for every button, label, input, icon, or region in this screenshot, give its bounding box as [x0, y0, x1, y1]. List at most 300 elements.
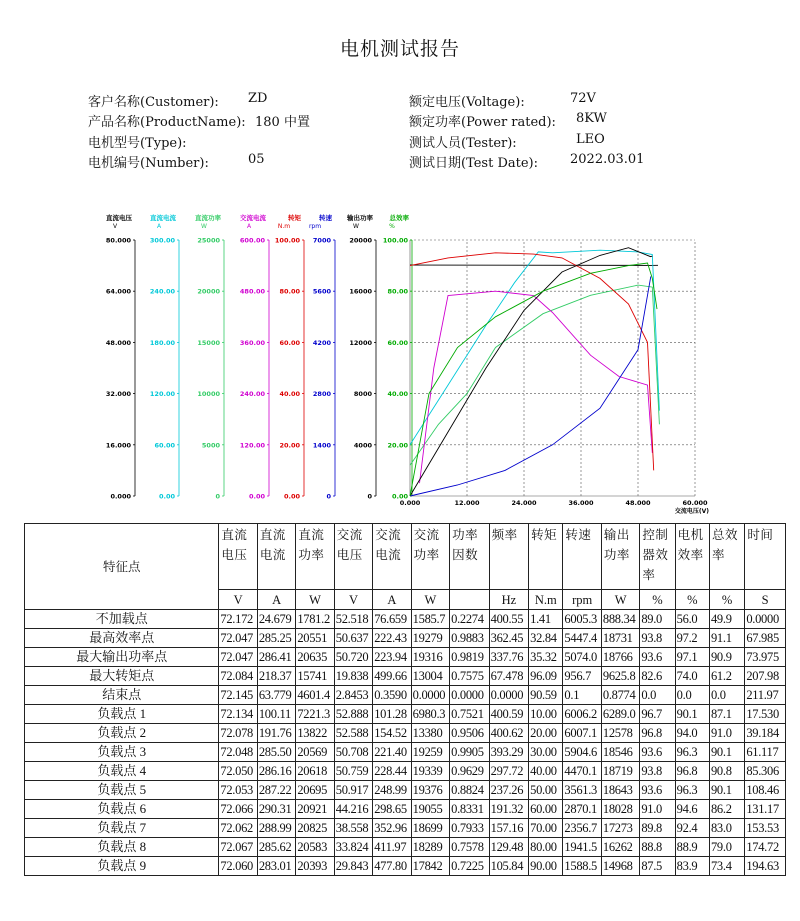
table-cell: 73.975: [745, 648, 786, 667]
series-line: [410, 248, 652, 496]
table-cell: 221.40: [373, 743, 411, 762]
row-label: 最高效率点: [25, 629, 219, 648]
table-cell: 19259: [411, 743, 449, 762]
tester-label: 测试人员(Tester):: [409, 136, 517, 151]
table-cell: 73.4: [709, 857, 744, 876]
table-cell: 218.37: [257, 667, 295, 686]
axis-tick-label: 7000: [312, 236, 331, 245]
table-cell: 1585.7: [411, 610, 449, 629]
series-line: [410, 253, 654, 471]
x-tick-label: 12.000: [454, 499, 480, 507]
column-header: 控制器效率: [640, 524, 675, 590]
power-rated-label: 额定功率(Power rated):: [409, 115, 556, 130]
table-cell: 35.32: [529, 648, 563, 667]
series-line: [410, 285, 659, 465]
axis-tick-label: 120.00: [239, 441, 265, 450]
axis-tick-label: 120.00: [149, 390, 175, 399]
performance-chart: [95, 205, 720, 520]
table-cell: 72.078: [219, 724, 257, 743]
row-label: 最大转矩点: [25, 667, 219, 686]
table-row: [25, 686, 786, 705]
table-cell: 194.63: [745, 857, 786, 876]
axis-name: 转速: [319, 214, 332, 222]
row-label: 负载点 6: [25, 800, 219, 819]
customer-value: ZD: [248, 91, 268, 106]
table-cell: 157.16: [489, 819, 529, 838]
table-cell: 6980.3: [411, 705, 449, 724]
table-cell: 63.779: [257, 686, 295, 705]
voltage-label: 额定电压(Voltage):: [409, 95, 525, 110]
column-unit: [450, 590, 490, 610]
table-row: [25, 819, 786, 838]
table-cell: 237.26: [489, 781, 529, 800]
table-cell: 94.6: [675, 800, 709, 819]
table-cell: 1941.5: [563, 838, 601, 857]
table-cell: 6006.2: [563, 705, 601, 724]
table-cell: 223.94: [373, 648, 411, 667]
table-cell: 74.0: [675, 667, 709, 686]
table-cell: 191.76: [257, 724, 295, 743]
table-cell: 38.558: [334, 819, 372, 838]
table-row: [25, 762, 786, 781]
axis-tick-label: 0: [215, 492, 220, 501]
x-tick-label: 0.000: [399, 499, 421, 507]
table-cell: 108.46: [745, 781, 786, 800]
table-cell: 15741: [296, 667, 334, 686]
table-cell: 52.518: [334, 610, 372, 629]
customer-label: 客户名称(Customer):: [88, 95, 219, 110]
x-tick-label: 60.000: [682, 499, 708, 507]
column-header: 直流功率: [296, 524, 334, 590]
table-cell: 72.048: [219, 743, 257, 762]
table-cell: 72.145: [219, 686, 257, 705]
column-header: 时间: [745, 524, 786, 590]
table-cell: 93.8: [640, 762, 675, 781]
table-row: [25, 857, 786, 876]
table-cell: 97.2: [675, 629, 709, 648]
table-cell: 2356.7: [563, 819, 601, 838]
axis-tick-label: 300.00: [149, 236, 175, 245]
table-cell: 286.16: [257, 762, 295, 781]
table-cell: 30.00: [529, 743, 563, 762]
table-cell: 52.888: [334, 705, 372, 724]
table-cell: 16262: [601, 838, 639, 857]
table-cell: 285.62: [257, 838, 295, 857]
axis-tick-label: 25000: [197, 236, 220, 245]
table-cell: 61.2: [709, 667, 744, 686]
column-header: 交流电压: [334, 524, 372, 590]
axis-tick-label: 180.00: [149, 338, 175, 347]
row-label: 结束点: [25, 686, 219, 705]
table-cell: 411.97: [373, 838, 411, 857]
table-cell: 477.80: [373, 857, 411, 876]
axis-tick-label: 0.000: [110, 492, 131, 501]
table-cell: 86.2: [709, 800, 744, 819]
table-cell: 0.7575: [450, 667, 490, 686]
column-header: 交流电流: [373, 524, 411, 590]
column-unit: V: [334, 590, 372, 610]
row-label: 最大输出功率点: [25, 648, 219, 667]
table-cell: 2870.1: [563, 800, 601, 819]
table-cell: 50.917: [334, 781, 372, 800]
table-cell: 72.047: [219, 648, 257, 667]
tester-value: LEO: [576, 132, 605, 147]
table-cell: 72.172: [219, 610, 257, 629]
column-header: 总效率: [709, 524, 744, 590]
table-cell: 174.72: [745, 838, 786, 857]
table-cell: 96.8: [675, 762, 709, 781]
table-cell: 286.41: [257, 648, 295, 667]
axis-tick-label: 360.00: [239, 338, 265, 347]
table-cell: 83.0: [709, 819, 744, 838]
x-tick-label: 48.000: [625, 499, 651, 507]
axis-name: 交流电流: [240, 214, 266, 222]
table-cell: 0.2274: [450, 610, 490, 629]
table-cell: 13380: [411, 724, 449, 743]
table-cell: 72.134: [219, 705, 257, 724]
table-cell: 211.97: [745, 686, 786, 705]
table-cell: 0.0000: [411, 686, 449, 705]
table-cell: 0.9629: [450, 762, 490, 781]
table-cell: 0.0: [675, 686, 709, 705]
table-row: [25, 667, 786, 686]
table-cell: 17273: [601, 819, 639, 838]
table-cell: 18643: [601, 781, 639, 800]
table-cell: 20695: [296, 781, 334, 800]
table-cell: 87.1: [709, 705, 744, 724]
table-cell: 96.3: [675, 781, 709, 800]
column-unit: N.m: [529, 590, 563, 610]
test-date-value: 2022.03.01: [570, 152, 645, 167]
table-cell: 50.637: [334, 629, 372, 648]
axis-name: 直流电压: [106, 214, 132, 222]
table-cell: 60.00: [529, 800, 563, 819]
table-cell: 91.0: [640, 800, 675, 819]
series-line: [410, 250, 659, 445]
table-cell: 0.7933: [450, 819, 490, 838]
table-cell: 67.985: [745, 629, 786, 648]
table-cell: 9625.8: [601, 667, 639, 686]
table-cell: 0.8331: [450, 800, 490, 819]
axis-unit: W: [201, 223, 207, 230]
x-tick-label: 36.000: [568, 499, 594, 507]
power-rated-value: 8KW: [576, 111, 607, 126]
column-header: 直流电流: [257, 524, 295, 590]
axis-tick-label: 240.00: [239, 390, 265, 399]
table-cell: 96.7: [640, 705, 675, 724]
table-cell: 19339: [411, 762, 449, 781]
column-unit: V: [219, 590, 257, 610]
table-cell: 13004: [411, 667, 449, 686]
table-cell: 4601.4: [296, 686, 334, 705]
column-unit: %: [709, 590, 744, 610]
table-cell: 97.1: [675, 648, 709, 667]
table-cell: 5074.0: [563, 648, 601, 667]
column-unit: Hz: [489, 590, 529, 610]
table-cell: 24.679: [257, 610, 295, 629]
table-cell: 285.25: [257, 629, 295, 648]
table-cell: 89.0: [640, 610, 675, 629]
table-cell: 19.838: [334, 667, 372, 686]
table-cell: 400.62: [489, 724, 529, 743]
table-cell: 93.8: [640, 629, 675, 648]
table-cell: 14968: [601, 857, 639, 876]
table-cell: 61.117: [745, 743, 786, 762]
table-cell: 17.530: [745, 705, 786, 724]
table-cell: 20618: [296, 762, 334, 781]
table-cell: 222.43: [373, 629, 411, 648]
axis-tick-label: 16.000: [105, 441, 131, 450]
table-cell: 72.053: [219, 781, 257, 800]
table-cell: 39.184: [745, 724, 786, 743]
row-label: 负载点 7: [25, 819, 219, 838]
table-cell: 131.17: [745, 800, 786, 819]
table-cell: 96.8: [640, 724, 675, 743]
table-cell: 6007.1: [563, 724, 601, 743]
table-cell: 79.0: [709, 838, 744, 857]
series-line: [420, 291, 653, 483]
table-cell: 207.98: [745, 667, 786, 686]
table-cell: 90.1: [675, 705, 709, 724]
axis-tick-label: 0.00: [283, 492, 300, 501]
table-cell: 0.7225: [450, 857, 490, 876]
table-cell: 32.84: [529, 629, 563, 648]
table-cell: 499.66: [373, 667, 411, 686]
table-cell: 19316: [411, 648, 449, 667]
table-cell: 0.1: [563, 686, 601, 705]
table-cell: 18766: [601, 648, 639, 667]
table-cell: 0.7578: [450, 838, 490, 857]
axis-tick-label: 8000: [353, 390, 372, 399]
row-label: 不加载点: [25, 610, 219, 629]
table-cell: 0.0000: [745, 610, 786, 629]
product-label: 产品名称(ProductName):: [88, 115, 246, 130]
table-cell: 50.708: [334, 743, 372, 762]
table-cell: 7221.3: [296, 705, 334, 724]
axis-tick-label: 20.00: [279, 441, 300, 450]
table-cell: 20825: [296, 819, 334, 838]
table-cell: 18546: [601, 743, 639, 762]
table-cell: 100.11: [257, 705, 295, 724]
column-unit: rpm: [563, 590, 601, 610]
table-cell: 20569: [296, 743, 334, 762]
axis-tick-label: 40.00: [387, 390, 408, 399]
series-line: [410, 276, 651, 496]
axis-tick-label: 480.00: [239, 287, 265, 296]
table-cell: 83.9: [675, 857, 709, 876]
axis-tick-label: 1400: [312, 441, 331, 450]
table-cell: 88.8: [640, 838, 675, 857]
axis-tick-label: 100.00: [382, 236, 408, 245]
column-header: 电机效率: [675, 524, 709, 590]
axis-unit: A: [246, 223, 252, 230]
axis-tick-label: 5000: [201, 441, 220, 450]
table-cell: 248.99: [373, 781, 411, 800]
table-cell: 191.32: [489, 800, 529, 819]
table-cell: 101.28: [373, 705, 411, 724]
table-cell: 1781.2: [296, 610, 334, 629]
column-unit: W: [296, 590, 334, 610]
table-cell: 93.6: [640, 781, 675, 800]
table-cell: 0.9883: [450, 629, 490, 648]
table-cell: 72.047: [219, 629, 257, 648]
axis-unit: W: [353, 223, 359, 230]
axis-tick-label: 100.00: [274, 236, 300, 245]
table-cell: 72.060: [219, 857, 257, 876]
table-row: [25, 743, 786, 762]
table-cell: 2.8453: [334, 686, 372, 705]
table-cell: 298.65: [373, 800, 411, 819]
axis-tick-label: 20000: [349, 236, 372, 245]
table-cell: 1.41: [529, 610, 563, 629]
table-cell: 90.1: [709, 781, 744, 800]
table-row: [25, 781, 786, 800]
table-cell: 18028: [601, 800, 639, 819]
table-cell: 20.00: [529, 724, 563, 743]
table-cell: 50.759: [334, 762, 372, 781]
row-label: 负载点 8: [25, 838, 219, 857]
table-cell: 18719: [601, 762, 639, 781]
axis-tick-label: 600.00: [239, 236, 265, 245]
table-cell: 0.0000: [489, 686, 529, 705]
table-cell: 888.34: [601, 610, 639, 629]
table-cell: 19376: [411, 781, 449, 800]
table-cell: 393.29: [489, 743, 529, 762]
x-tick-label: 24.000: [511, 499, 537, 507]
table-cell: 290.31: [257, 800, 295, 819]
row-label: 负载点 5: [25, 781, 219, 800]
series-line: [410, 263, 657, 496]
column-unit: A: [373, 590, 411, 610]
table-cell: 0.7521: [450, 705, 490, 724]
table-cell: 91.1: [709, 629, 744, 648]
table-cell: 0.3590: [373, 686, 411, 705]
axis-unit: N.m: [277, 223, 291, 230]
table-cell: 96.3: [675, 743, 709, 762]
table-row: [25, 724, 786, 743]
table-cell: 362.45: [489, 629, 529, 648]
table-cell: 283.01: [257, 857, 295, 876]
axis-name: 转矩: [288, 214, 301, 222]
table-cell: 93.6: [640, 648, 675, 667]
table-cell: 90.9: [709, 648, 744, 667]
table-cell: 82.6: [640, 667, 675, 686]
axis-unit: %: [389, 223, 395, 230]
table-cell: 90.00: [529, 857, 563, 876]
x-axis-label: 交流电压(V): [674, 508, 709, 515]
column-header: 频率: [489, 524, 529, 590]
table-cell: 67.478: [489, 667, 529, 686]
table-cell: 10.00: [529, 705, 563, 724]
axis-tick-label: 0: [326, 492, 331, 501]
axis-tick-label: 64.000: [105, 287, 131, 296]
table-cell: 0.8824: [450, 781, 490, 800]
table-cell: 6289.0: [601, 705, 639, 724]
table-cell: 0.8774: [601, 686, 639, 705]
axis-name: 直流电流: [150, 214, 176, 222]
table-cell: 956.7: [563, 667, 601, 686]
table-cell: 91.0: [709, 724, 744, 743]
table-cell: 12578: [601, 724, 639, 743]
row-label: 负载点 2: [25, 724, 219, 743]
table-cell: 6005.3: [563, 610, 601, 629]
table-cell: 50.00: [529, 781, 563, 800]
table-cell: 76.659: [373, 610, 411, 629]
column-header: 交流功率: [411, 524, 449, 590]
table-cell: 0.9506: [450, 724, 490, 743]
report-title: 电机测试报告: [339, 38, 460, 60]
table-cell: 0.0000: [450, 686, 490, 705]
axis-name: 输出功率: [347, 214, 373, 222]
table-cell: 20635: [296, 648, 334, 667]
table-cell: 352.96: [373, 819, 411, 838]
number-label: 电机编号(Number):: [88, 156, 209, 171]
table-row: [25, 610, 786, 629]
axis-tick-label: 5600: [312, 287, 331, 296]
characteristic-table: [24, 523, 786, 876]
type-label: 电机型号(Type):: [88, 136, 187, 151]
table-cell: 13822: [296, 724, 334, 743]
table-cell: 154.52: [373, 724, 411, 743]
axis-tick-label: 15000: [197, 338, 220, 347]
table-cell: 50.720: [334, 648, 372, 667]
table-cell: 3561.3: [563, 781, 601, 800]
table-cell: 90.59: [529, 686, 563, 705]
table-cell: 89.8: [640, 819, 675, 838]
axis-unit: rpm: [308, 223, 322, 230]
axis-tick-label: 4000: [353, 441, 372, 450]
voltage-value: 72V: [570, 91, 596, 106]
axis-tick-label: 4200: [312, 338, 331, 347]
column-header: 输出功率: [601, 524, 639, 590]
table-cell: 70.00: [529, 819, 563, 838]
column-header: 直流电压: [219, 524, 257, 590]
table-cell: 56.0: [675, 610, 709, 629]
axis-tick-label: 2800: [312, 390, 331, 399]
table-cell: 90.1: [709, 743, 744, 762]
axis-tick-label: 10000: [197, 390, 220, 399]
header-characteristic: 特征点: [25, 524, 219, 610]
table-cell: 0.9819: [450, 648, 490, 667]
column-unit: %: [675, 590, 709, 610]
column-header: 转速: [563, 524, 601, 590]
table-cell: 18289: [411, 838, 449, 857]
table-cell: 0.9905: [450, 743, 490, 762]
column-unit: W: [411, 590, 449, 610]
table-cell: 400.55: [489, 610, 529, 629]
table-cell: 20393: [296, 857, 334, 876]
table-cell: 33.824: [334, 838, 372, 857]
axis-tick-label: 60.00: [154, 441, 175, 450]
axis-tick-label: 0.00: [248, 492, 265, 501]
table-cell: 129.48: [489, 838, 529, 857]
axis-tick-label: 20000: [197, 287, 220, 296]
row-label: 负载点 9: [25, 857, 219, 876]
axis-tick-label: 80.000: [105, 236, 131, 245]
axis-tick-label: 40.00: [279, 390, 300, 399]
column-unit: %: [640, 590, 675, 610]
axis-tick-label: 16000: [349, 287, 372, 296]
table-cell: 20921: [296, 800, 334, 819]
table-cell: 90.8: [709, 762, 744, 781]
number-value: 05: [248, 152, 265, 167]
table-cell: 17842: [411, 857, 449, 876]
table-cell: 19279: [411, 629, 449, 648]
table-cell: 72.067: [219, 838, 257, 857]
table-row: [25, 648, 786, 667]
table-cell: 72.066: [219, 800, 257, 819]
row-label: 负载点 3: [25, 743, 219, 762]
